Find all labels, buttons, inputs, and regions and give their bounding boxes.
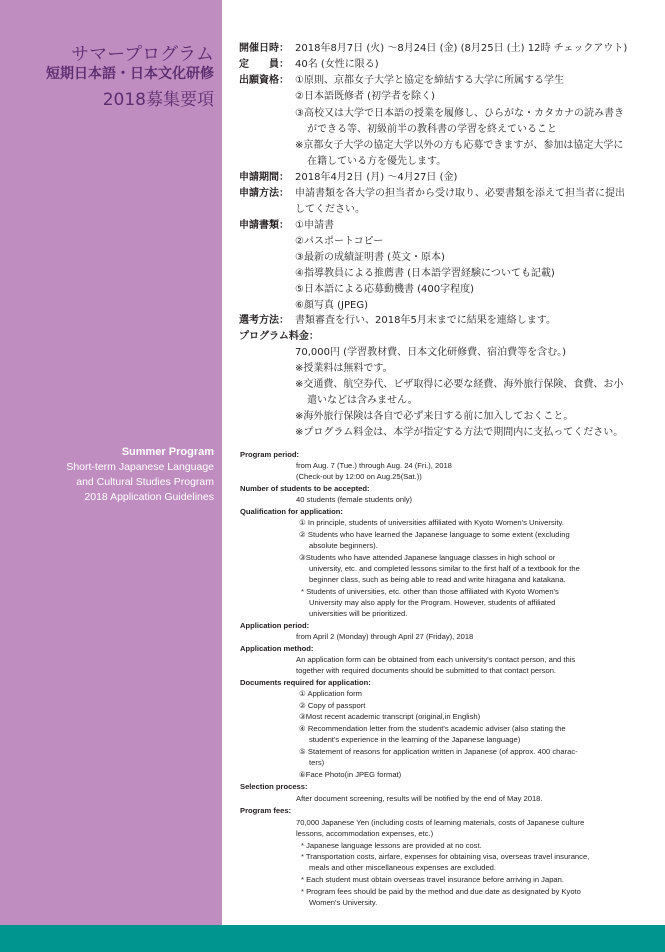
en-document-item: ⑥Face Photo(in JPEG format) bbox=[299, 770, 402, 779]
en-fees-value-cont: lessons, accommodation expenses, etc.) bbox=[296, 829, 434, 838]
en-qualification-label: Qualification for application: bbox=[240, 507, 343, 516]
en-fee-note: * Each student must obtain overseas travel insurance before arriving in Japan. bbox=[301, 875, 564, 884]
en-qualification-item-cont: absolute beginners). bbox=[309, 541, 378, 550]
en-title-program: Summer Program bbox=[121, 446, 214, 458]
en-title-line-2: Short-term Japanese Language bbox=[66, 461, 214, 473]
en-app-method-text-cont: together with required documents should be submitted to that contact person. bbox=[296, 666, 557, 675]
en-students-value: 40 students (female students only) bbox=[296, 495, 413, 504]
en-app-method-label: Application method: bbox=[240, 644, 314, 653]
en-fees-label: Program fees: bbox=[240, 806, 292, 815]
jp-qualification-note: ※京都女子大学の協定大学以外の方も応募できますが、参加は協定大学に bbox=[295, 140, 624, 151]
jp-app-period-label: 申請期間： bbox=[239, 172, 289, 183]
jp-period-value: 2018年8月7日 (火) ～8月24日 (金) (8月25日 (土) 12時 チェックアウト) bbox=[295, 43, 628, 54]
sidebar-panel bbox=[0, 0, 222, 925]
guidelines-content bbox=[222, 0, 665, 925]
en-qualification-item: ③Students who have attended Japanese language classes in high school or bbox=[299, 553, 556, 562]
jp-qualification-note-cont: 在籍している方を優先します。 bbox=[307, 156, 447, 167]
jp-app-period-value: 2018年4月2日 (月) ～4月27日 (金) bbox=[295, 172, 458, 183]
jp-document-item: ①申請書 bbox=[295, 220, 334, 231]
en-students-label: Number of students to be accepted: bbox=[240, 484, 370, 493]
en-app-period-value: from April 2 (Monday) through April 27 (Friday), 2018 bbox=[296, 632, 474, 641]
en-fees-value: 70,000 Japanese Yen (including costs of learning materials, costs of Japanese culture bbox=[296, 818, 585, 827]
en-document-item: ④ Recommendation letter from the student's academic adviser (also stating the bbox=[299, 724, 566, 733]
en-document-item: ⑤ Statement of reasons for application written in Japanese (of approx. 400 charac- bbox=[299, 747, 578, 756]
jp-capacity-label: 定 員： bbox=[239, 59, 289, 70]
jp-fee-note-cont: 遣いなどは含みません。 bbox=[307, 395, 418, 406]
en-qualification-item: ① In principle, students of universities affiliated with Kyoto Women's University. bbox=[299, 518, 564, 527]
en-qualification-item-cont: beginner class, such as being able to read and write hiragana and katakana. bbox=[309, 575, 566, 584]
jp-document-item: ④指導教員による推薦書 (日本語学習経験についても記載) bbox=[295, 268, 555, 279]
jp-document-item: ③最新の成績証明書 (英文・原本) bbox=[295, 252, 445, 263]
jp-fee-value: 70,000円 (学習教材費、日本文化研修費、宿泊費等を含む。) bbox=[295, 347, 566, 358]
en-title-line-3: and Cultural Studies Program bbox=[76, 476, 214, 488]
jp-qualification-item: ③高校又は大学で日本語の授業を履修し、ひらがな・カタカナの読み書き bbox=[295, 108, 624, 119]
jp-fee-note: ※海外旅行保険は各自で必ず来日する前に加入しておくこと。 bbox=[295, 411, 574, 422]
jp-capacity-value: 40名 (女性に限る) bbox=[295, 59, 379, 70]
en-qualification-note-cont: universities will be prioritized. bbox=[309, 609, 408, 618]
jp-app-method-text-cont: してください。 bbox=[295, 204, 365, 215]
en-fee-note: * Japanese language lessons are provided at no cost. bbox=[301, 841, 482, 850]
en-app-method-text: An application form can be obtained from each university's contact person, and this bbox=[296, 655, 576, 664]
jp-documents-label: 申請書類： bbox=[239, 220, 289, 231]
en-documents-label: Documents required for application: bbox=[240, 678, 371, 687]
jp-fee-note: ※交通費、航空券代、ビザ取得に必要な経費、海外旅行保険、食費、お小 bbox=[295, 379, 624, 390]
jp-fee-label: プログラム料金： bbox=[239, 331, 319, 342]
en-document-item-cont: student's experience in the learning of the Japanese language) bbox=[309, 735, 521, 744]
en-document-item: ② Copy of passport bbox=[299, 701, 366, 710]
en-period-label: Program period: bbox=[240, 450, 300, 459]
en-period-checkout: (Check-out by 12:00 on Aug.25(Sat.)) bbox=[296, 472, 422, 481]
en-selection-value: After document screening, results will be notified by the end of May 2018. bbox=[296, 794, 543, 803]
jp-qualification-item-cont: ができる等、初級前半の教科書の学習を終えていること bbox=[307, 124, 557, 135]
jp-fee-note: ※授業料は無料です。 bbox=[295, 363, 393, 374]
jp-title-program: サマープログラム bbox=[71, 44, 214, 65]
jp-selection-value: 書類審査を行い、2018年5月末までに結果を連絡します。 bbox=[295, 315, 557, 326]
jp-qualification-item: ①原則、京都女子大学と協定を締結する大学に所属する学生 bbox=[295, 75, 564, 86]
en-fee-note: * Transportation costs, airfare, expenses for obtaining visa, overseas travel insurance, bbox=[301, 852, 590, 861]
en-fee-note: * Program fees should be paid by the method and due date as designated by Kyoto bbox=[301, 887, 581, 896]
jp-document-item: ⑤日本語による応募動機書 (400字程度) bbox=[295, 284, 475, 295]
en-period-value: from Aug. 7 (Tue.) through Aug. 24 (Fri.), 2018 bbox=[296, 461, 452, 470]
en-selection-label: Selection process: bbox=[240, 782, 308, 791]
jp-selection-label: 選考方法： bbox=[239, 315, 289, 326]
en-document-item: ① Application form bbox=[299, 689, 362, 698]
en-qualification-item: ② Students who have learned the Japanese language to some extent (excluding bbox=[299, 530, 570, 539]
en-qualification-note-cont: University may also apply for the Program. However, students of affiliated bbox=[309, 598, 556, 607]
jp-app-method-label: 申請方法： bbox=[239, 188, 289, 199]
footer-band bbox=[0, 925, 665, 952]
en-qualification-item-cont: university, etc. and completed lessons similar to the first half of a textbook for the bbox=[309, 564, 580, 573]
en-document-item: ③Most recent academic transcript (original,in English) bbox=[299, 712, 481, 721]
jp-app-method-text: 申請書類を各大学の担当者から受け取り、必要書類を添えて担当者に提出 bbox=[295, 188, 625, 199]
jp-qualification-item: ②日本語既修者 (初学者を除く) bbox=[295, 91, 435, 102]
en-app-period-label: Application period: bbox=[240, 621, 310, 630]
jp-title-subtitle: 短期日本語・日本文化研修 bbox=[46, 66, 214, 82]
jp-fee-note: ※プログラム料金は、本学が指定する方法で期間内に支払ってください。 bbox=[295, 427, 624, 438]
en-title-line-4: 2018 Application Guidelines bbox=[84, 491, 214, 503]
jp-title-year: 2018募集要項 bbox=[102, 90, 214, 110]
en-document-item-cont: ters) bbox=[309, 758, 325, 767]
en-qualification-note: * Students of universities, etc. other than those affiliated with Kyoto Women's bbox=[301, 587, 559, 596]
jp-period-label: 開催日時： bbox=[239, 43, 289, 54]
jp-document-item: ②パスポートコピー bbox=[295, 236, 384, 247]
jp-document-item: ⑥顔写真 (JPEG) bbox=[295, 300, 368, 311]
jp-qualification-label: 出願資格： bbox=[239, 75, 289, 86]
en-fee-note-cont: meals and other miscellaneous expenses are excluded. bbox=[309, 863, 496, 872]
en-fee-note-cont: Women's University. bbox=[309, 898, 378, 907]
